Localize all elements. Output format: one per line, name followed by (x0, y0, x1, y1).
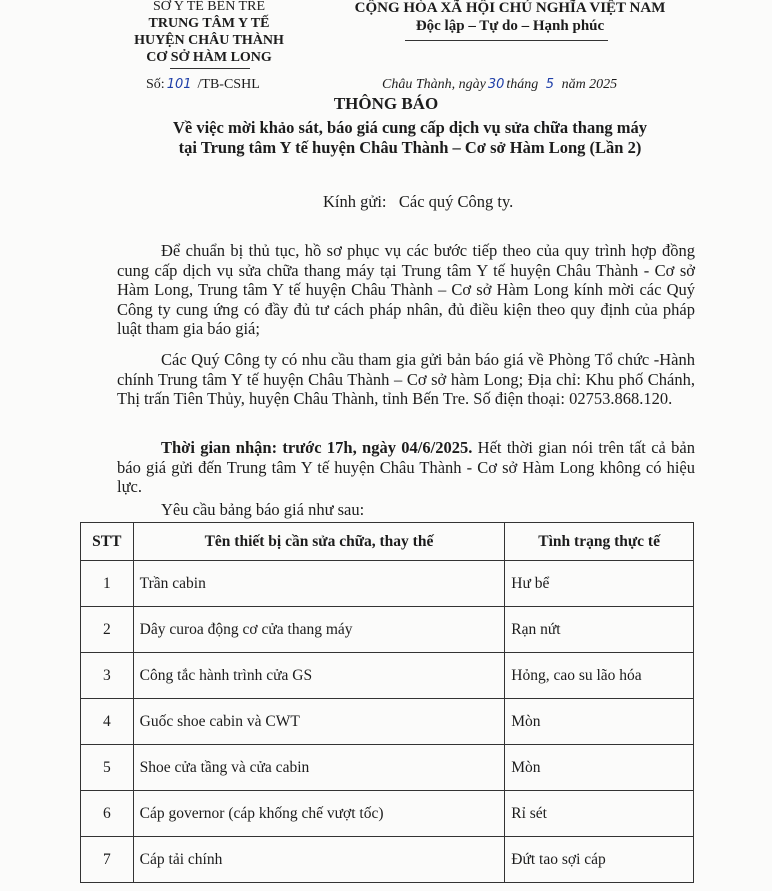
table-header-row (81, 523, 694, 561)
country-name: CỘNG HÒA XÃ HỘI CHỦ NGHĨA VIỆT NAM (354, 0, 666, 16)
row-stt: 5 (81, 745, 134, 791)
agency-underline (170, 68, 250, 69)
row-stt: 7 (81, 837, 134, 883)
paragraph-submission: Các Quý Công ty có nhu cầu tham gia gửi bản báo giá về Phòng Tổ chức -Hành chính Trung tâm Y tế huyện Châu Thành – Cơ sở hàm Long; Địa chỉ: Khu phố Chánh, Thị trấn Tiên Thủy, huyện Châu Thành, tỉnh Bến Tre. Số điện thoại: 02753.868.120. (117, 350, 695, 408)
paragraph-table-intro: Yêu cầu bảng báo giá như sau: (161, 500, 365, 519)
notice-subject (60, 118, 760, 158)
date-text-3: năm 2025 (561, 77, 618, 92)
notice-subject-line1: Về việc mời khảo sát, báo giá cung cấp dịch vụ sửa chữa thang máy (172, 118, 648, 137)
row-device-name: Trần cabin (133, 561, 505, 607)
row-device-name: Dây curoa động cơ cửa thang máy (133, 607, 505, 653)
notice-subject-line2: tại Trung tâm Y tế huyện Châu Thành – Cơ sở Hàm Long (Lần 2) (178, 138, 642, 157)
number-prefix: Số: (146, 77, 165, 92)
agency-name-line1: TRUNG TÂM Y TẾ (148, 16, 270, 31)
agency-parent: SỞ Y TẾ BẾN TRE (152, 0, 265, 14)
national-header (330, 0, 690, 35)
date-text-1: Châu Thành, ngày (382, 77, 486, 92)
row-stt: 6 (81, 791, 134, 837)
row-status: Hỏng, cao su lão hóa (505, 653, 694, 699)
date-day-handwritten: 30 (487, 77, 505, 92)
date-month-handwritten: 5 (545, 77, 555, 92)
table-row (81, 607, 694, 653)
date-text-2: tháng (506, 77, 539, 92)
document-number (146, 77, 260, 93)
header-device-name: Tên thiết bị cần sửa chữa, thay thế (133, 523, 505, 561)
row-stt: 1 (81, 561, 134, 607)
table-row (81, 745, 694, 791)
agency-header (104, 0, 314, 66)
greeting: Kính gửi: Các quý Công ty. (323, 192, 514, 211)
table-row (81, 561, 694, 607)
paragraph-deadline (117, 438, 695, 497)
repair-items-table (80, 522, 694, 883)
row-device-name: Công tắc hành trình cửa GS (133, 653, 505, 699)
row-stt: 2 (81, 607, 134, 653)
table-row (81, 837, 694, 883)
row-status: Đứt tao sợi cáp (505, 837, 694, 883)
row-status: Mòn (505, 699, 694, 745)
notice-title: THÔNG BÁO (333, 94, 439, 113)
table-row (81, 791, 694, 837)
motto: Độc lập – Tự do – Hạnh phúc (415, 18, 605, 34)
row-status: Mòn (505, 745, 694, 791)
row-status: Rạn nứt (505, 607, 694, 653)
motto-underline (405, 40, 608, 41)
number-handwritten: 101 (166, 77, 192, 92)
header-stt: STT (81, 523, 134, 561)
agency-name-line3: CƠ SỞ HÀM LONG (146, 50, 272, 65)
row-device-name: Shoe cửa tầng và cửa cabin (133, 745, 505, 791)
row-status: Hư bể (505, 561, 694, 607)
deadline-bold: Thời gian nhận: trước 17h, ngày 04/6/2025. (161, 438, 473, 457)
paragraph-preparation: Để chuẩn bị thủ tục, hồ sơ phục vụ các bước tiếp theo của quy trình hợp đồng cung cấp dịch vụ sửa chữa thang máy tại Trung tâm Y tế huyện Châu Thành - Cơ sở Hàm Long, Trung tâm Y tế huyện Châu Thành – Cơ sở Hàm Long kính mời các Quý Công ty cung ứng có đầy đủ tư cách pháp nhân, đủ điều kiện theo quy định của pháp luật tham gia báo giá; (117, 241, 695, 338)
header-status: Tình trạng thực tế (505, 523, 694, 561)
row-stt: 4 (81, 699, 134, 745)
row-device-name: Cáp tải chính (133, 837, 505, 883)
row-device-name: Cáp governor (cáp khống chế vượt tốc) (133, 791, 505, 837)
row-stt: 3 (81, 653, 134, 699)
table-row (81, 699, 694, 745)
number-suffix: /TB-CSHL (197, 77, 260, 92)
agency-name-line2: HUYỆN CHÂU THÀNH (134, 33, 284, 48)
table-row (81, 653, 694, 699)
row-device-name: Guốc shoe cabin và CWT (133, 699, 505, 745)
deadline-rest: Hết thời gian nói trên tất cả bản báo giá gửi đến Trung tâm Y tế huyện Châu Thành - Cơ sở Hàm Long không có hiệu lực. (117, 438, 696, 496)
row-status: Rỉ sét (505, 791, 694, 837)
document-date (382, 77, 617, 93)
